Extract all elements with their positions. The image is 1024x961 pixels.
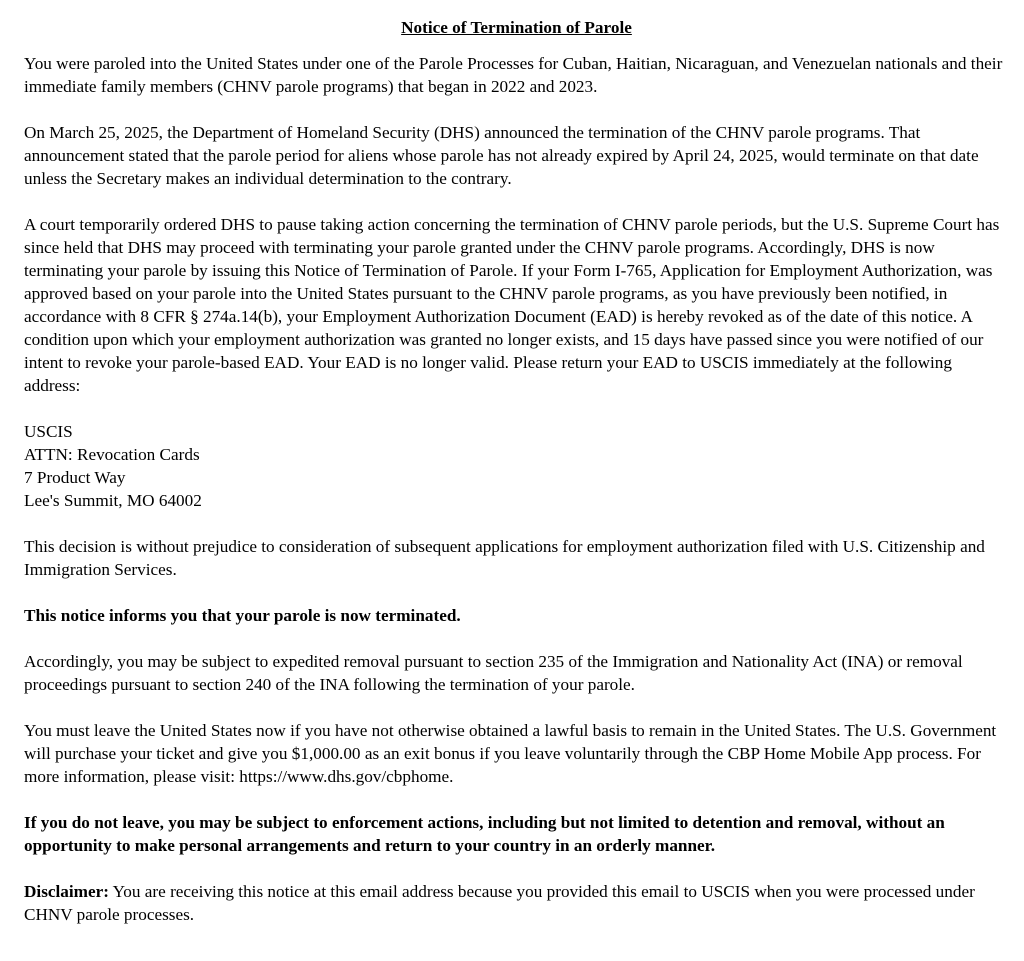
bold-enforcement-warning: If you do not leave, you may be subject to enforcement actions, including but not limited to detention and removal, without an opportunity to make personal arrangements and return to your country in an orderly manner. <box>24 813 945 855</box>
paragraph-leave-voluntarily: You must leave the United States now if you have not otherwise obtained a lawful basis to remain in the United States. The U.S. Government will purchase your ticket and give you $1,000.00 as an exit bonus if you leave voluntarily through the CBP Home Mobile App process. For more information, please visit: https://www.dhs.gov/cbphome. <box>24 721 997 786</box>
address-line-1: USCIS <box>24 422 73 441</box>
address-line-2: ATTN: Revocation Cards <box>24 445 200 464</box>
paragraph-removal-proceedings: Accordingly, you may be subject to expedited removal pursuant to section 235 of the Immigration and Nationality Act (INA) or removal proceedings pursuant to section 240 of the INA following the termination of your parole. <box>24 652 963 694</box>
notice-title: Notice of Termination of Parole <box>401 18 632 37</box>
address-line-4: Lee's Summit, MO 64002 <box>24 491 202 510</box>
address-line-3: 7 Product Way <box>24 468 126 487</box>
disclaimer <box>24 880 1009 926</box>
paragraph-parole-background: You were paroled into the United States under one of the Parole Processes for Cuban, Haitian, Nicaraguan, and Venezuelan nationals and their immediate family members (CHNV parole programs) that began in 2022 and 2023. <box>24 54 1003 96</box>
mailing-address <box>24 420 1009 512</box>
disclaimer-text: You are receiving this notice at this email address because you provided this email to USCIS when you were processed under CHNV parole processes. <box>24 882 975 924</box>
bold-termination-statement: This notice informs you that your parole is now terminated. <box>24 606 461 625</box>
paragraph-dhs-announcement: On March 25, 2025, the Department of Homeland Security (DHS) announced the termination of the CHNV parole programs. That announcement stated that the parole period for aliens whose parole has not already expired by April 24, 2025, would terminate on that date unless the Secretary makes an individual determination to the contrary. <box>24 123 979 188</box>
notice-document <box>24 16 1009 949</box>
disclaimer-label: Disclaimer: <box>24 882 109 901</box>
paragraph-ead-revocation: A court temporarily ordered DHS to pause taking action concerning the termination of CHNV parole periods, but the U.S. Supreme Court has since held that DHS may proceed with terminating your parole granted under the CHNV parole programs. Accordingly, DHS is now terminating your parole by issuing this Notice of Termination of Parole. If your Form I-765, Application for Employment Authorization, was approved based on your parole into the United States pursuant to the CHNV parole programs, as you have previously been notified, in accordance with 8 CFR § 274a.14(b), your Employment Authorization Document (EAD) is hereby revoked as of the date of this notice. A condition upon which your employment authorization was granted no longer exists, and 15 days have passed since you were notified of our intent to revoke your parole-based EAD. Your EAD is no longer valid. Please return your EAD to USCIS immediately at the following address: <box>24 215 1000 395</box>
paragraph-without-prejudice: This decision is without prejudice to consideration of subsequent applications for employment authorization filed with U.S. Citizenship and Immigration Services. <box>24 537 985 579</box>
